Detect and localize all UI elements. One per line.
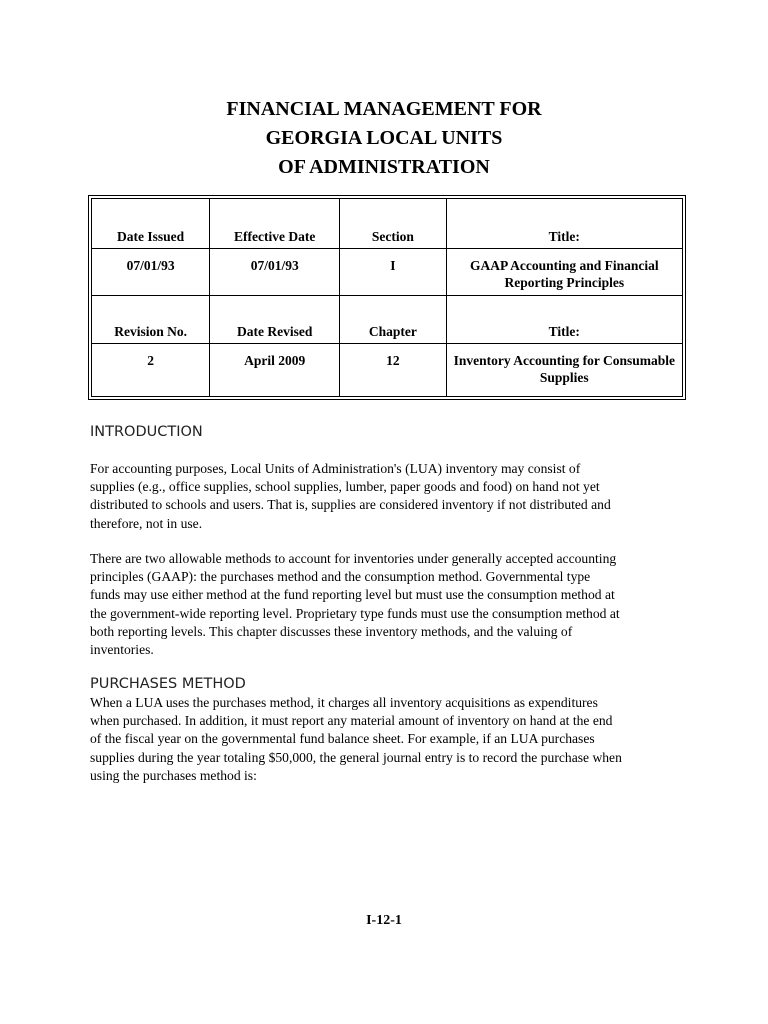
text-line: using the purchases method is: (90, 767, 257, 783)
introduction-heading: INTRODUCTION (90, 424, 203, 440)
text-line: when purchased. In addition, it must report any material amount of inventory on hand at the end (90, 713, 613, 729)
text-line: distributed to schools and users. That is, supplies are considered inventory if not distributed and (90, 497, 611, 513)
introduction-paragraph-2 (90, 550, 690, 659)
chapter-value: 12 (340, 343, 446, 396)
chapter-title-header: Title: (446, 296, 682, 344)
text-line: the government-wide reporting level. Proprietary type funds must use the consumption method at (90, 605, 620, 621)
section-title-header: Title: (446, 199, 682, 249)
text-line: supplies during the year totaling $50,000, the general journal entry is to record the purchase when (90, 749, 622, 765)
text-line: supplies (e.g., office supplies, school supplies, lumber, paper goods and food) on hand not yet (90, 479, 600, 495)
text-line: funds may use either method at the fund reporting level but must use the consumption method at (90, 587, 615, 603)
section-value: I (340, 248, 446, 296)
page-number: I-12-1 (366, 913, 402, 928)
effective-date-header: Effective Date (210, 199, 340, 249)
text-line: There are two allowable methods to account for inventories under generally accepted accounting (90, 551, 617, 566)
introduction-paragraph-1 (90, 460, 690, 533)
revision-no-header: Revision No. (92, 296, 210, 344)
text-line: of the fiscal year on the governmental fund balance sheet. For example, if an LUA purchases (90, 731, 595, 747)
text-line: When a LUA uses the purchases method, it charges all inventory acquisitions as expenditures (90, 695, 598, 710)
document-info-table (91, 198, 683, 397)
revision-no-value: 2 (92, 343, 210, 396)
chapter-title-value: Inventory Accounting for Consumable Supplies (446, 343, 682, 396)
title-line-3: OF ADMINISTRATION (278, 156, 490, 178)
purchases-method-paragraph (90, 694, 690, 785)
purchases-method-heading: PURCHASES METHOD (90, 676, 246, 692)
title-line-2: GEORGIA LOCAL UNITS (265, 127, 503, 149)
text-line: inventories. (90, 642, 154, 658)
date-revised-value: April 2009 (210, 343, 340, 396)
section-title-value: GAAP Accounting and Financial Reporting Principles (446, 248, 682, 296)
text-line: therefore, not in use. (90, 515, 203, 531)
date-issued-value: 07/01/93 (92, 248, 210, 296)
section-header: Section (340, 199, 446, 249)
chapter-header: Chapter (340, 296, 446, 344)
date-issued-header: Date Issued (92, 199, 210, 249)
document-info-box (88, 195, 686, 400)
effective-date-value: 07/01/93 (210, 248, 340, 296)
title-line-1: FINANCIAL MANAGEMENT FOR (226, 98, 542, 120)
text-line: both reporting levels. This chapter discusses these inventory methods, and the valuing of (90, 623, 573, 639)
document-title (0, 95, 768, 182)
date-revised-header: Date Revised (210, 296, 340, 344)
text-line: For accounting purposes, Local Units of Administration's (LUA) inventory may consist of (90, 461, 581, 476)
text-line: principles (GAAP): the purchases method and the consumption method. Governmental type (90, 569, 591, 585)
